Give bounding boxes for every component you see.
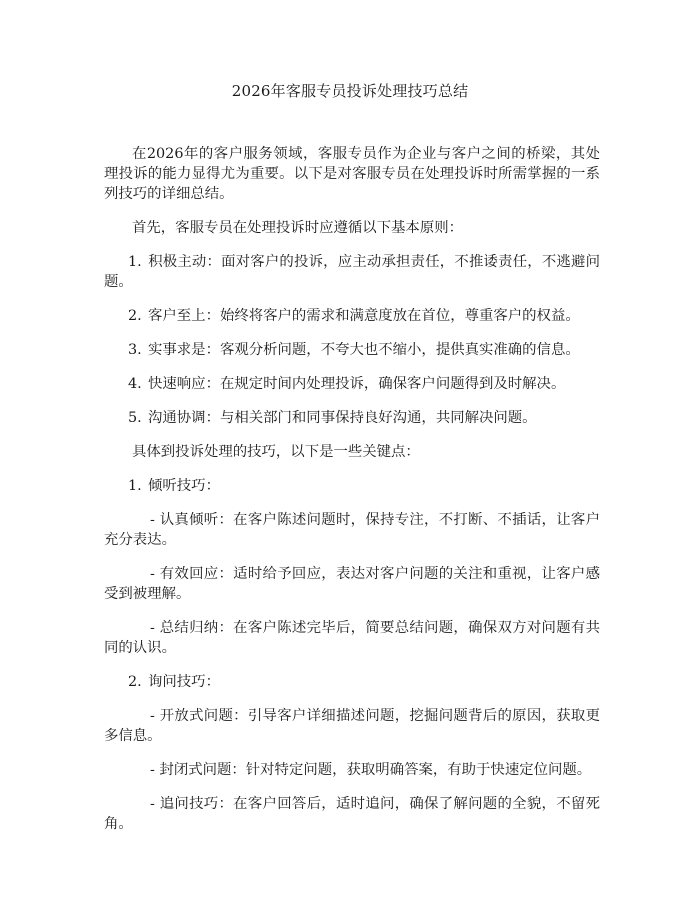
document-title: 2026年客服专员投诉处理技巧总结: [231, 82, 469, 100]
principle-number: 5.: [128, 410, 142, 426]
principle-number: 2.: [128, 308, 142, 324]
questioning-item: - 封闭式问题：针对特定问题，获取明确答案，有助于快速定位问题。: [150, 762, 592, 778]
listening-heading-text: 倾听技巧：: [148, 478, 220, 494]
listening-heading: [104, 476, 600, 496]
questioning-heading-text: 询问技巧：: [148, 674, 220, 690]
principle-text: 快速响应：在规定时间内处理投诉，确保客户问题得到及时解决。: [148, 376, 566, 392]
principle-number: 4.: [128, 376, 142, 392]
questioning-heading: [104, 672, 600, 692]
skills-lead: 具体到投诉处理的技巧，以下是一些关键点：: [132, 444, 420, 460]
principle-item: [104, 374, 600, 394]
listening-item: - 认真倾听：在客户陈述问题时，保持专注，不打断、不插话，让客户充分表达。: [104, 512, 600, 548]
principle-text: 客户至上：始终将客户的需求和满意度放在首位，尊重客户的权益。: [148, 308, 580, 324]
listening-number: 1.: [128, 478, 142, 494]
listening-item: - 总结归纳：在客户陈述完毕后，简要总结问题，确保双方对问题有共同的认识。: [104, 620, 600, 656]
intro-paragraph: 在2026年的客户服务领域，客服专员作为企业与客户之间的桥梁，其处理投诉的能力显得尤为重要。以下是对客服专员在处理投诉时所需掌握的一系列技巧的详细总结。: [104, 146, 600, 202]
principle-item: [104, 306, 600, 326]
principle-item: [104, 340, 600, 360]
principle-number: 3.: [128, 342, 142, 358]
questioning-number: 2.: [128, 674, 142, 690]
principle-text: 沟通协调：与相关部门和同事保持良好沟通，共同解决问题。: [148, 410, 537, 426]
principle-item: [104, 252, 600, 292]
questioning-item: - 追问技巧：在客户回答后，适时追问，确保了解问题的全貌，不留死角。: [104, 796, 600, 832]
questioning-item: - 开放式问题：引导客户详细描述问题，挖掘问题背后的原因，获取更多信息。: [104, 708, 600, 744]
principle-text: 积极主动：面对客户的投诉，应主动承担责任，不推诿责任，不逃避问题。: [104, 254, 600, 290]
principle-text: 实事求是：客观分析问题，不夸大也不缩小，提供真实准确的信息。: [148, 342, 580, 358]
principle-item: [104, 408, 600, 428]
principles-lead: 首先，客服专员在处理投诉时应遵循以下基本原则：: [132, 220, 463, 236]
principle-number: 1.: [128, 254, 142, 270]
listening-item: - 有效回应：适时给予回应，表达对客户问题的关注和重视，让客户感受到被理解。: [104, 566, 600, 602]
document-body: [104, 144, 600, 848]
